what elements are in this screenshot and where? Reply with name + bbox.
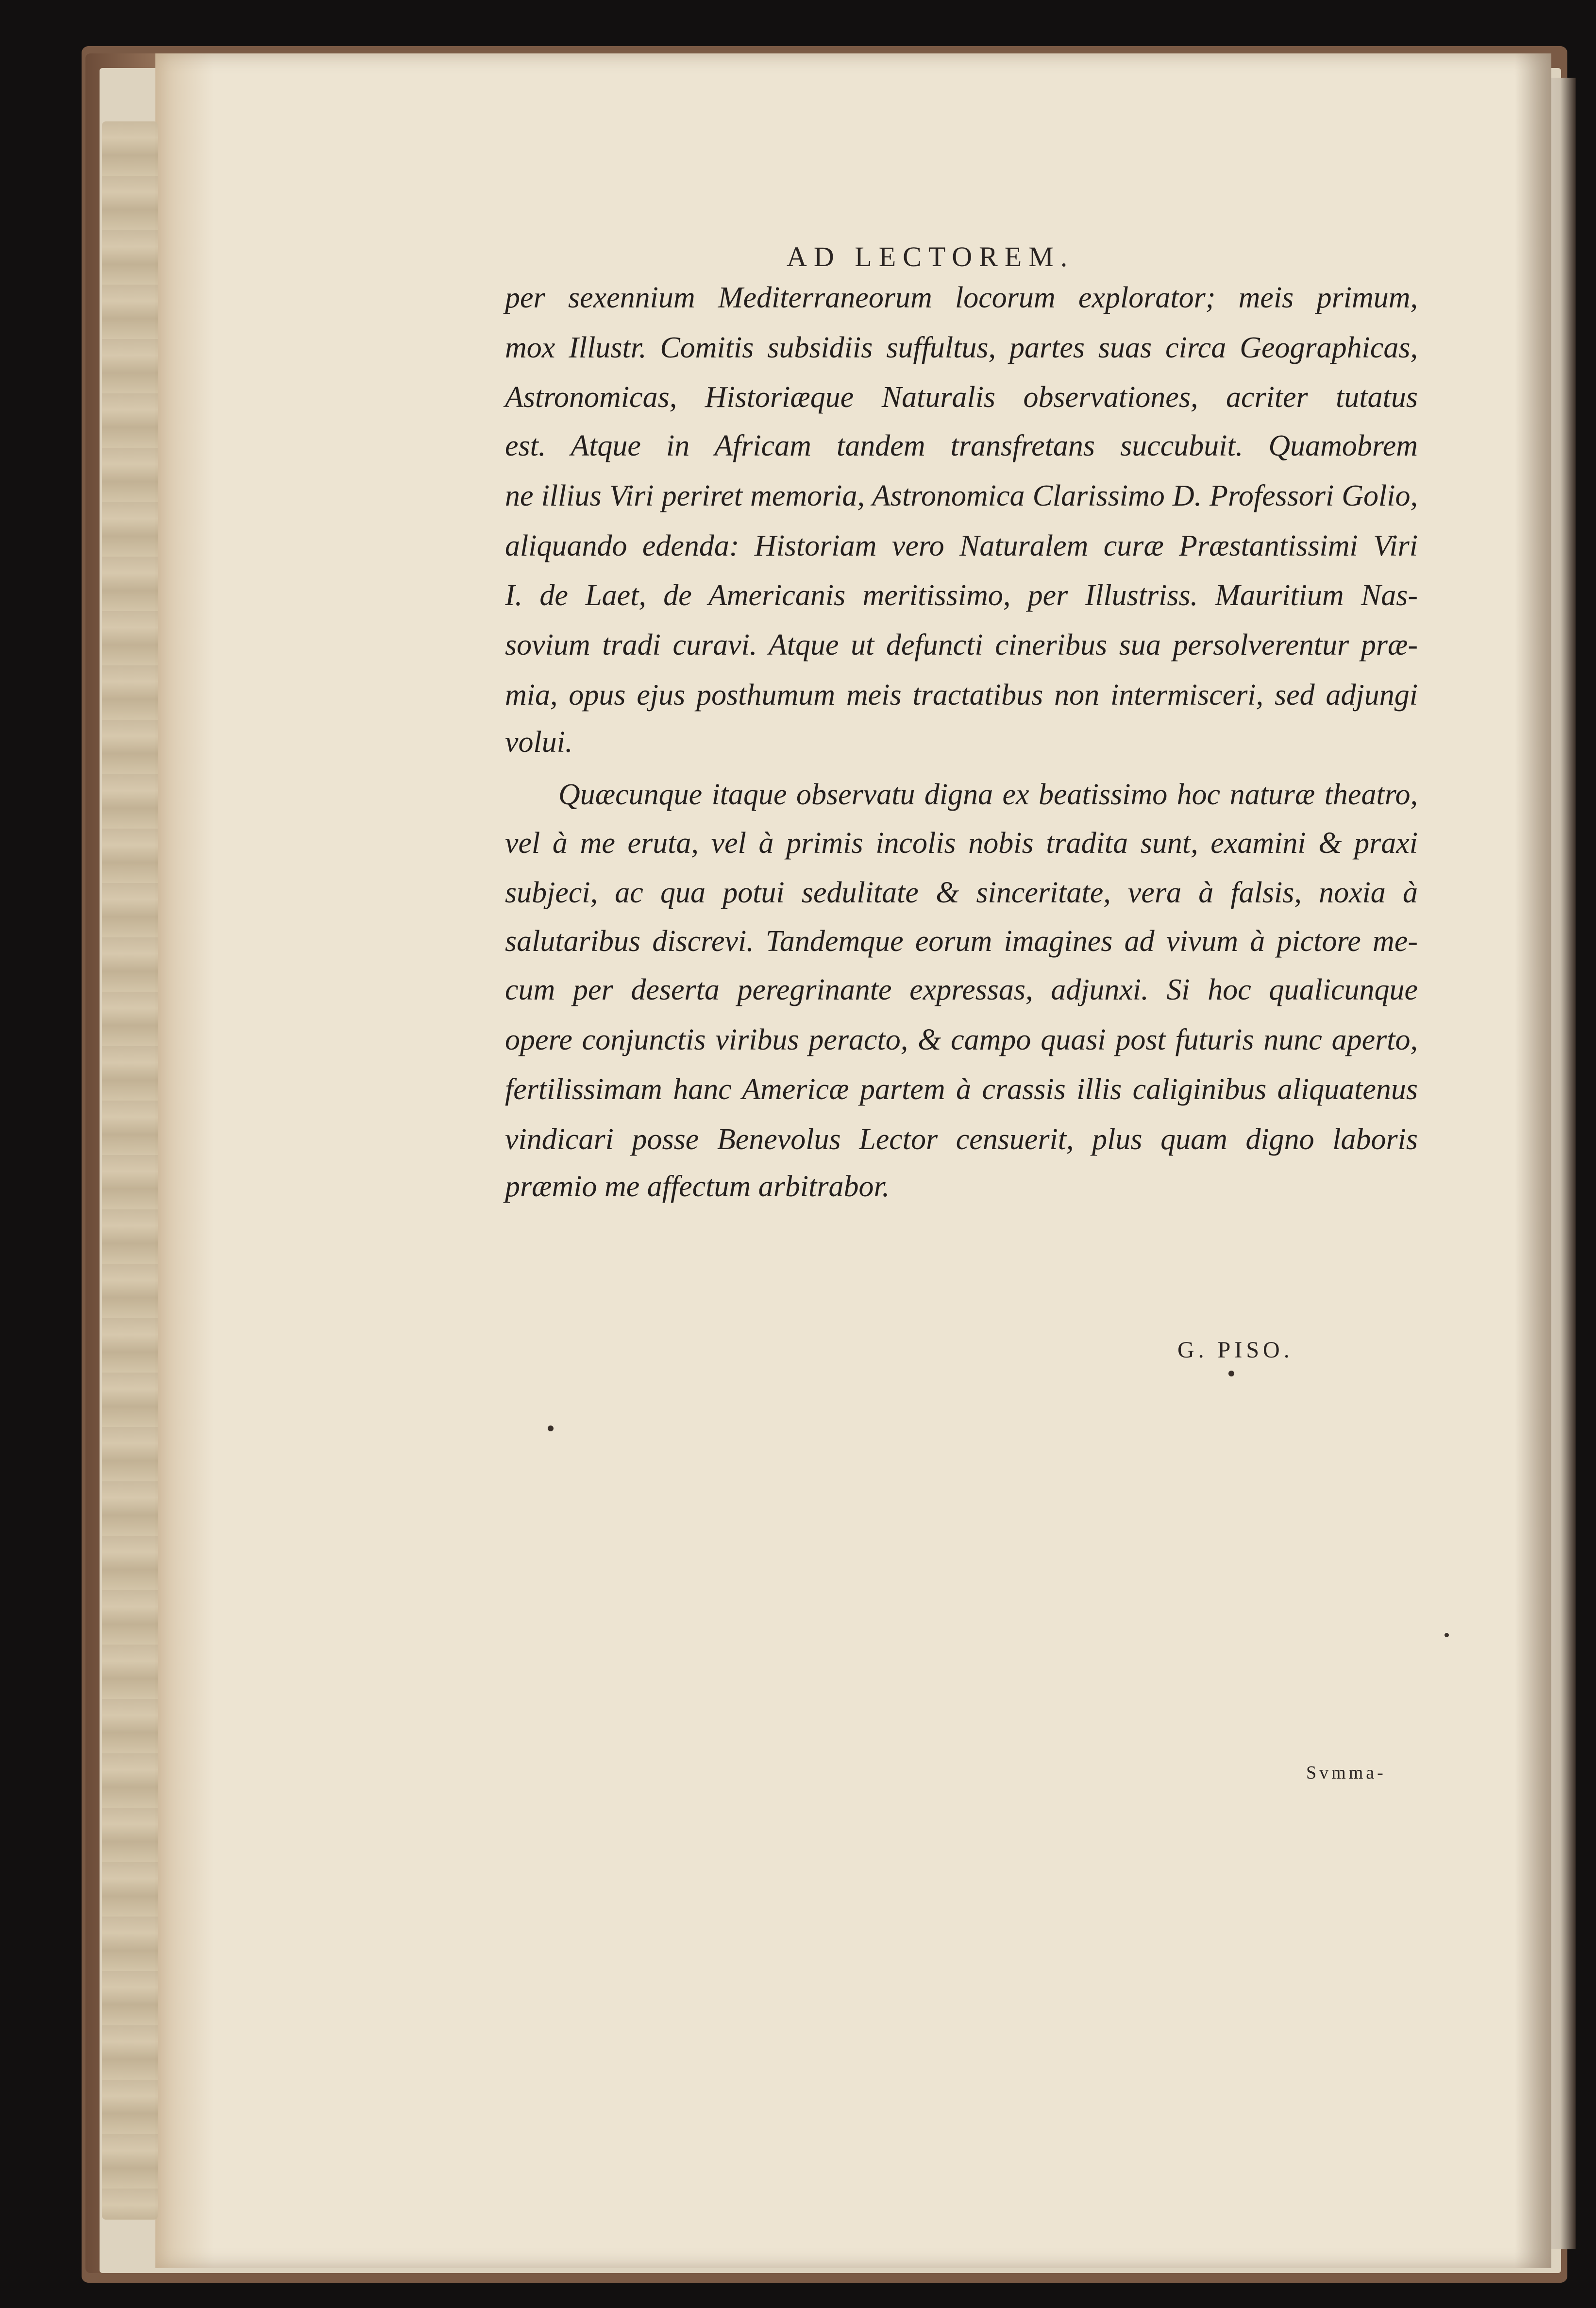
ink-speck [1445,1633,1449,1637]
catchword: Svmma- [1306,1763,1386,1783]
text-line: cum per deserta peregrinante expressas, adjunxi. Si hoc qualicunque [505,973,1418,1006]
text-line: fertilissimam hanc Americæ partem à crassis illis caliginibus aliquatenus [505,1073,1418,1106]
page-foxing [155,53,214,2268]
text-line: præmio me affectum arbitrabor. [505,1170,890,1203]
author-signature: G. PISO. [1177,1337,1294,1363]
text-line: salutaribus discrevi. Tandemque eorum imagines ad vivum à pictore me- [505,925,1418,958]
ink-speck [548,1426,554,1431]
text-line: opere conjunctis viribus peracto, & campo quasi post futuris nunc aperto, [505,1023,1418,1056]
text-line: subjeci, ac qua potui sedulitate & sinceritate, vera à falsis, noxia à [505,876,1418,909]
text-line: ne illius Viri periret memoria, Astronomica Clarissimo D. Professori Golio, [505,479,1418,512]
text-line: vel à me eruta, vel à primis incolis nobis tradita sunt, examini & praxi [505,827,1418,860]
text-line: volui. [505,726,573,759]
worn-page-edge [102,121,158,2220]
text-line: mox Illustr. Comitis subsidiis suffultus, partes suas circa Geographicas, [505,331,1418,364]
text-line: aliquando edenda: Historiam vero Naturalem curæ Præstantissimi Viri [505,529,1418,562]
text-line: Astronomicas, Historiæque Naturalis observationes, acriter tutatus [505,381,1418,414]
text-line: sovium tradi curavi. Atque ut defuncti cineribus sua persolverentur præ- [505,628,1418,662]
page-gutter [1515,53,1551,2268]
text-line: est. Atque in Africam tandem transfretans succubuit. Quamobrem [505,429,1418,462]
ink-speck [1228,1371,1234,1376]
text-line: vindicari posse Benevolus Lector censuerit, plus quam digno laboris [505,1123,1418,1156]
text-line: I. de Laet, de Americanis meritissimo, per Illustriss. Mauritium Nas- [505,579,1418,612]
text-line: Quæcunque itaque observatu digna ex beatissimo hoc naturæ theatro, [558,778,1418,811]
text-line: per sexennium Mediterraneorum locorum explorator; meis primum, [505,281,1418,314]
text-line: mia, opus ejus posthumum meis tractatibus non intermisceri, sed adjungi [505,679,1418,712]
running-head: AD LECTOREM. [787,241,1075,272]
